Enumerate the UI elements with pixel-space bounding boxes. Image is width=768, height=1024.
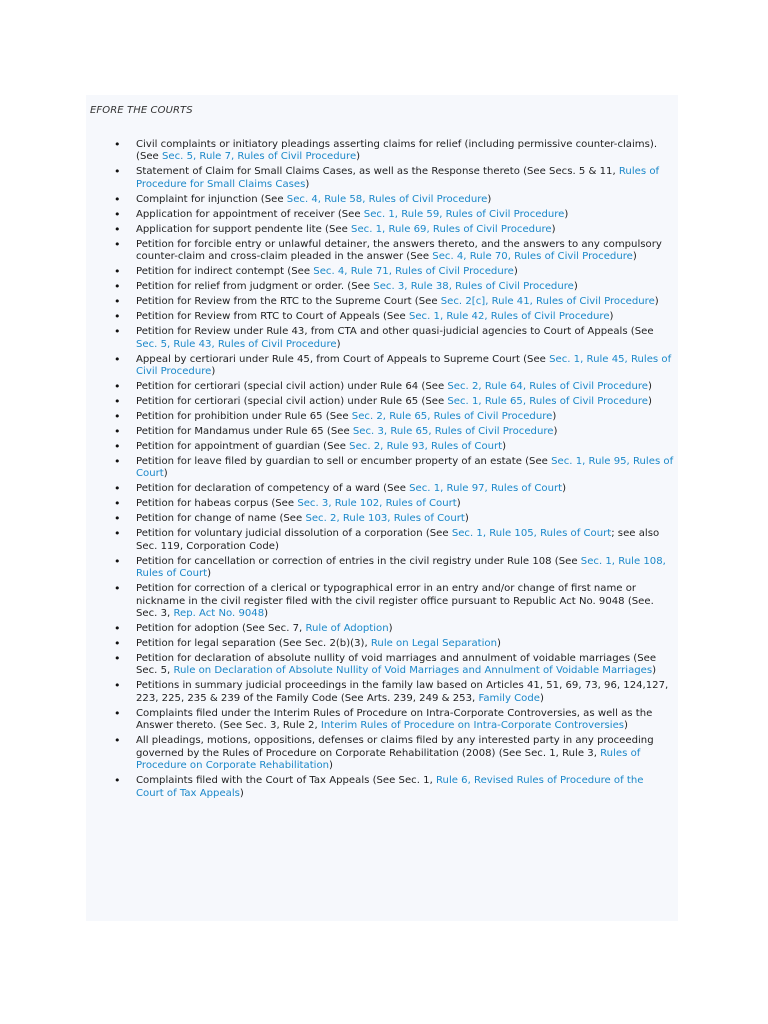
bullet-icon: • xyxy=(114,395,121,409)
bullet-icon: • xyxy=(114,679,121,693)
bullet-icon: • xyxy=(114,582,121,596)
bullet-icon: • xyxy=(114,554,121,568)
item-text: ) xyxy=(654,296,659,308)
item-text: Petition for relief from judgment or order. (See xyxy=(136,281,374,293)
list-item xyxy=(86,296,678,308)
citation-link[interactable]: Sec. 1, Rule 95, Rules of Court xyxy=(136,456,674,480)
item-text: ) xyxy=(553,426,558,438)
section-heading: EFORE THE COURTS xyxy=(90,105,193,116)
bullet-icon: • xyxy=(114,380,121,394)
bullet-icon: • xyxy=(114,280,121,294)
list-item xyxy=(86,556,678,581)
list-item xyxy=(86,775,678,800)
item-text: ) xyxy=(552,411,557,423)
item-text: Petition for Review from RTC to Court of Appeals (See xyxy=(136,311,409,323)
citation-link[interactable]: Sec. 4, Rule 58, Rules of Civil Procedure xyxy=(286,193,488,205)
item-text: ) xyxy=(336,338,341,350)
list-item xyxy=(86,311,678,323)
list-item xyxy=(86,209,678,221)
bullet-icon: • xyxy=(114,295,121,309)
item-text: Petition for Review from the RTC to the Supreme Court (See xyxy=(136,296,441,308)
list-item xyxy=(86,354,678,379)
content-panel xyxy=(86,95,678,921)
bullet-icon: • xyxy=(114,652,121,666)
citation-link[interactable]: Sec. 4, Rule 71, Rules of Civil Procedure xyxy=(313,266,514,278)
list-item xyxy=(86,224,678,236)
bullet-icon: • xyxy=(114,637,121,651)
bullet-icon: • xyxy=(114,440,121,454)
item-text: ; see also Sec. 119, Corporation Code) xyxy=(136,528,660,552)
citation-link[interactable]: Sec. 1, Rule 108, Rules of Court xyxy=(136,555,666,580)
citation-link[interactable]: Sec. 2, Rule 64, Rules of Civil Procedure xyxy=(447,381,648,393)
bullet-icon: • xyxy=(114,482,121,496)
list-item xyxy=(86,139,678,164)
item-text: ) xyxy=(329,760,333,772)
bullet-icon: • xyxy=(114,138,121,151)
bullet-icon: • xyxy=(114,455,121,469)
bullet-icon: • xyxy=(114,165,121,179)
list-item xyxy=(86,411,678,423)
list-item xyxy=(86,513,678,525)
item-text: Petition for change of name (See xyxy=(136,513,306,525)
item-text: Appeal by certiorari under Rule 45, from Court of Appeals to Supreme Court (See xyxy=(136,353,550,365)
citation-link[interactable]: Sec. 3, Rule 65, Rules of Civil Procedure xyxy=(352,426,554,438)
citation-link[interactable]: Sec. 1, Rule 69, Rules of Civil Procedure xyxy=(351,223,552,235)
item-text: ) xyxy=(648,396,652,408)
item-text: ) xyxy=(456,498,461,510)
item-text: Petition for forcible entry or unlawful detainer, the answers thereto, and the answers to any compulsory counter-claim and cross-claim pleaded in the answer (See xyxy=(136,238,662,263)
citation-link[interactable]: Sec. 2, Rule 65, Rules of Civil Procedure xyxy=(351,411,553,423)
citation-link[interactable]: Sec. 3, Rule 38, Rules of Civil Procedure xyxy=(373,281,574,293)
citation-link[interactable]: Rules of Procedure on Corporate Rehabilitation xyxy=(136,747,641,772)
list-item xyxy=(86,326,678,351)
bullet-icon: • xyxy=(114,527,121,541)
item-text: Petition for appointment of guardian (See xyxy=(136,441,350,453)
list-item xyxy=(86,653,678,678)
bullet-icon: • xyxy=(114,774,121,788)
list-item xyxy=(86,426,678,438)
list-item xyxy=(86,528,678,553)
citation-link[interactable]: Sec. 4, Rule 70, Rules of Civil Procedure xyxy=(432,251,633,263)
list-item xyxy=(86,623,678,635)
list-item xyxy=(86,483,678,495)
item-text: Petition for cancellation or correction of entries in the civil registry under Rule 108 (See xyxy=(136,555,581,567)
citation-link[interactable]: Sec. 1, Rule 45, Rules of Civil Procedure xyxy=(136,353,672,378)
list-item xyxy=(86,583,678,620)
item-text: Application for appointment of receiver (See xyxy=(136,208,364,220)
bullet-icon: • xyxy=(114,734,121,748)
item-text: ) xyxy=(388,623,393,635)
item-text: ) xyxy=(207,568,212,580)
item-text: ) xyxy=(163,468,168,480)
list-item xyxy=(86,638,678,650)
citation-link[interactable]: Sec. 2, Rule 103, Rules of Court xyxy=(305,513,465,525)
item-text: ) xyxy=(496,638,501,650)
item-text: ) xyxy=(564,208,569,220)
list-item xyxy=(86,194,678,206)
bullet-icon: • xyxy=(114,237,121,251)
item-text: Petition for Mandamus under Rule 65 (See xyxy=(136,426,353,438)
citation-link[interactable]: Rule of Adoption xyxy=(305,623,389,635)
item-text: Petition for declaration of absolute nullity of void marriages and annulment of voidable marriages (See Sec. 5, xyxy=(136,653,657,677)
bullet-icon: • xyxy=(114,192,121,206)
bullet-icon: • xyxy=(114,265,121,279)
item-text: ) xyxy=(551,223,556,235)
bullet-icon: • xyxy=(114,325,121,339)
list-item xyxy=(86,266,678,278)
citation-link[interactable]: Sec. 1, Rule 59, Rules of Civil Procedure xyxy=(363,208,565,220)
bullet-icon: • xyxy=(114,310,121,324)
list-item xyxy=(86,680,678,705)
item-text: ) xyxy=(464,513,469,525)
bullet-icon: • xyxy=(114,352,121,366)
list-item xyxy=(86,239,678,264)
item-text: ) xyxy=(264,608,269,620)
item-text: Petitions in summary judicial proceedings in the family law based on Articles 41, 51, 69, 73, 96, 124,127, 223, 225, 235 & 239 of the Family Code (See Arts. 239, 249 & 253, xyxy=(136,680,669,704)
list-item xyxy=(86,708,678,733)
bullet-icon: • xyxy=(114,512,121,526)
bullet-icon: • xyxy=(114,222,121,236)
citation-link[interactable]: Interim Rules of Procedure on Intra-Corporate Controversies xyxy=(320,720,625,732)
list-item xyxy=(86,381,678,393)
bullet-icon: • xyxy=(114,497,121,511)
item-text: Complaint for injunction (See xyxy=(136,193,287,205)
item-text: Complaints filed with the Court of Tax Appeals (See Sec. 1, xyxy=(136,775,436,787)
item-text: Petition for prohibition under Rule 65 (See xyxy=(136,411,352,423)
item-text: Statement of Claim for Small Claims Cases, as well as the Response thereto (See Secs. 5 & 11, xyxy=(136,166,619,178)
item-text: ) xyxy=(648,381,652,393)
list-item xyxy=(86,441,678,453)
bullet-icon: • xyxy=(114,622,121,636)
item-text: ) xyxy=(562,483,567,495)
item-text: ) xyxy=(609,311,614,323)
item-text: Petition for indirect contempt (See xyxy=(136,266,314,278)
citation-link[interactable]: Sec. 1, Rule 105, Rules of Court xyxy=(451,528,612,540)
item-text: ) xyxy=(573,281,578,293)
item-text: ) xyxy=(624,720,628,732)
item-text: Petition for declaration of competency of a ward (See xyxy=(136,483,410,495)
citation-link[interactable]: Sec. 5, Rule 43, Rules of Civil Procedure xyxy=(136,338,337,350)
list-item xyxy=(86,498,678,510)
item-text: Complaints filed under the Interim Rules of Procedure on Intra-Corporate Controversies, as well as the Answer thereto. (See Sec. 3, Rule 2, xyxy=(136,707,653,732)
item-text: ) xyxy=(539,692,544,704)
item-text: Petition for habeas corpus (See xyxy=(136,498,298,510)
item-text: Petition for certiorari (special civil action) under Rule 64 (See xyxy=(136,381,448,393)
item-text: Petition for Review under Rule 43, from CTA and other quasi-judicial agencies to Court of Appeals (See xyxy=(136,326,654,338)
item-text: ) xyxy=(652,665,657,677)
item-text: ) xyxy=(513,266,518,278)
list-item xyxy=(86,456,678,481)
item-text: ) xyxy=(632,251,637,263)
item-text: ) xyxy=(487,193,492,205)
pleadings-list xyxy=(86,139,678,803)
item-text: Application for support pendente lite (See xyxy=(136,223,352,235)
item-text: All pleadings, motions, oppositions, defenses or claims filed by any interested party in any proceeding governed by the Rules of Procedure on Corporate Rehabilitation (2008) (See Sec. 1, Rule 3, xyxy=(136,735,654,759)
citation-link[interactable]: Family Code xyxy=(478,692,540,704)
item-text: Petition for leave filed by guardian to sell or encumber property of an estate (See xyxy=(136,456,552,468)
list-item xyxy=(86,281,678,293)
citation-link[interactable]: Sec. 2[c], Rule 41, Rules of Civil Procedure xyxy=(440,296,655,308)
citation-link[interactable]: Sec. 3, Rule 102, Rules of Court xyxy=(297,498,457,510)
item-text: ) xyxy=(239,787,244,799)
citation-link[interactable]: Sec. 1, Rule 97, Rules of Court xyxy=(409,483,563,495)
item-text: Petition for correction of a clerical or typographical error in an entry and/or change of first name or nickname in the civil register filed with the civil register office pursuant to Republic Act No. 9048 (See. Sec. 3, xyxy=(136,583,654,620)
item-text: ) xyxy=(305,178,310,190)
item-text: ) xyxy=(502,441,507,453)
citation-link[interactable]: Sec. 1, Rule 42, Rules of Civil Procedure xyxy=(408,311,610,323)
bullet-icon: • xyxy=(114,410,121,424)
item-text: Petition for legal separation (See Sec. 2(b)(3), xyxy=(136,638,371,650)
item-text: ) xyxy=(356,151,361,163)
item-text: Petition for adoption (See Sec. 7, xyxy=(136,623,306,635)
citation-link[interactable]: Rule 6, Revised Rules of Procedure of the Court of Tax Appeals xyxy=(136,775,644,799)
citation-link[interactable]: Rule on Legal Separation xyxy=(370,638,497,650)
citation-link[interactable]: Rule on Declaration of Absolute Nullity of Void Marriages and Annulment of Voidable Marriages xyxy=(173,665,653,677)
bullet-icon: • xyxy=(114,706,121,720)
bullet-icon: • xyxy=(114,425,121,439)
bullet-icon: • xyxy=(114,207,121,221)
list-item xyxy=(86,396,678,408)
citation-link[interactable]: Sec. 1, Rule 65, Rules of Civil Procedure xyxy=(447,396,648,408)
citation-link[interactable]: Sec. 5, Rule 7, Rules of Civil Procedure xyxy=(161,151,357,163)
citation-link[interactable]: Sec. 2, Rule 93, Rules of Court xyxy=(349,441,503,453)
list-item xyxy=(86,166,678,191)
item-text: ) xyxy=(211,366,216,378)
citation-link[interactable]: Rules of Procedure for Small Claims Cases xyxy=(136,166,660,190)
item-text: Petition for voluntary judicial dissolution of a corporation (See xyxy=(136,528,452,540)
item-text: Petition for certiorari (special civil action) under Rule 65 (See xyxy=(136,396,448,408)
citation-link[interactable]: Rep. Act No. 9048 xyxy=(173,608,265,620)
item-text: Civil complaints or initiatory pleadings asserting claims for relief (including permissive counter-claims). (See xyxy=(136,139,658,163)
list-item xyxy=(86,735,678,772)
